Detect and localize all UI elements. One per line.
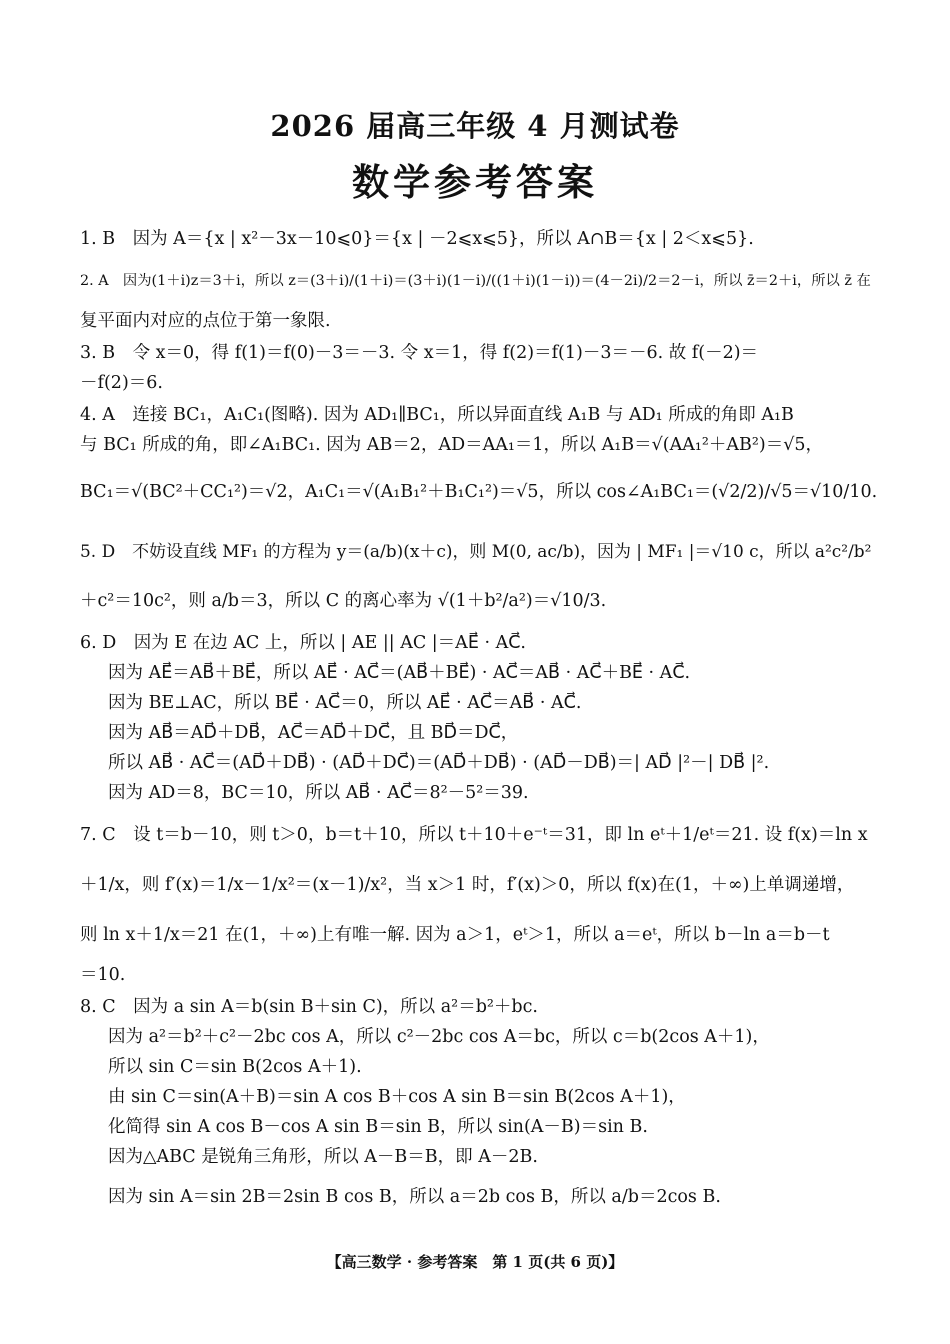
answer-line: 所以 sin C＝sin B(2cos A＋1).: [108, 1057, 362, 1077]
page-footer: 【高三数学 · 参考答案 第 1 页(共 6 页)】: [326, 1253, 624, 1271]
answer-line: 因为 AE⃗＝AB⃗＋BE⃗，所以 AE⃗ · AC⃗＝(AB⃗＋BE⃗) · AC⃗＝AB⃗ · AC⃗＋BE⃗ · AC⃗.: [108, 663, 691, 683]
answer-line: ＝10.: [80, 965, 126, 985]
answer-line: 复平面内对应的点位于第一象限.: [80, 311, 331, 331]
answer-line: 8. C 因为 a sin A＝b(sin B＋sin C)，所以 a²＝b²＋bc.: [80, 997, 538, 1017]
answer-item-7: [80, 810, 880, 990]
answer-line: 因为△ABC 是锐角三角形，所以 A－B＝B，即 A－2B.: [108, 1147, 538, 1167]
answer-item-3: [80, 338, 880, 398]
answer-line: 所以 AB⃗ · AC⃗＝(AD⃗＋DB⃗) · (AD⃗＋DC⃗)＝(AD⃗＋DB⃗) · (AD⃗－DB⃗)＝| AD⃗ |²－| DB⃗ |².: [108, 753, 770, 773]
answer-line: BC₁＝√(BC²＋CC₁²)＝√2，A₁C₁＝√(A₁B₁²＋B₁C₁²)＝√5，所以 cos∠A₁BC₁＝(√2/2)/√5＝√10/10.: [80, 482, 878, 502]
answer-line: 因为 a²＝b²＋c²－2bc cos A，所以 c²－2bc cos A＝bc，所以 c＝b(2cos A＋1)，: [108, 1027, 770, 1047]
answer-item-1: [80, 224, 880, 254]
answer-item-2: [80, 256, 880, 336]
answer-line: 1. B 因为 A＝{x | x²－3x－10⩽0}＝{x | －2⩽x⩽5}，所以 A∩B＝{x | 2＜x⩽5}.: [80, 229, 754, 249]
answer-key-title: 数学参考答案: [352, 160, 598, 204]
answer-line: 因为 sin A＝sin 2B＝2sin B cos B，所以 a＝2b cos B，所以 a/b＝2cos B.: [108, 1187, 721, 1207]
answer-line: －f(2)＝6.: [80, 373, 163, 393]
answer-line: 因为 AB⃗＝AD⃗＋DB⃗，AC⃗＝AD⃗＋DC⃗，且 BD⃗＝DC⃗，: [108, 723, 519, 743]
answer-line: ＋1/x，则 f′(x)＝1/x－1/x²＝(x－1)/x²，当 x＞1 时，f′(x)＞0，所以 f(x)在(1，＋∞)上单调递增，: [80, 875, 855, 895]
answer-line: 4. A 连接 BC₁，A₁C₁(图略). 因为 AD₁∥BC₁，所以异面直线 A₁B 与 AD₁ 所成的角即 A₁B: [80, 405, 794, 425]
answer-list: [80, 224, 880, 1224]
answer-line: ＋c²＝10c²，则 a/b＝3，所以 C 的离心率为 √(1＋b²/a²)＝√10/3.: [80, 591, 607, 611]
answer-line: 3. B 令 x＝0，得 f(1)＝f(0)－3＝－3. 令 x＝1，得 f(2)＝f(1)－3＝－6. 故 f(－2)＝: [80, 343, 759, 363]
answer-line: 5. D 不妨设直线 MF₁ 的方程为 y＝(a/b)(x＋c)，则 M(0, ac/b)，因为 | MF₁ |＝√10 c，所以 a²c²/b²: [80, 541, 872, 561]
answer-item-8: [80, 992, 880, 1222]
answer-line: 2. A 因为(1＋i)z＝3＋i，所以 z＝(3＋i)/(1＋i)＝(3＋i)(1－i)/((1＋i)(1－i))＝(4－2i)/2＝2－i，所以 z̄＝2＋i，所以 z̄ 在: [80, 273, 871, 289]
answer-line: 与 BC₁ 所成的角，即∠A₁BC₁. 因为 AB＝2，AD＝AA₁＝1，所以 A₁B＝√(AA₁²＋AB²)＝√5，: [80, 435, 824, 455]
answer-item-5: [80, 526, 880, 626]
answer-item-6: [80, 628, 880, 808]
answer-line: 化简得 sin A cos B－cos A sin B＝sin B，所以 sin(A－B)＝sin B.: [108, 1117, 648, 1137]
answer-line: 6. D 因为 E 在边 AC 上，所以 | AE || AC |＝AE⃗ · AC⃗.: [80, 633, 526, 653]
answer-line: 由 sin C＝sin(A＋B)＝sin A cos B＋cos A sin B＝sin B(2cos A＋1)，: [108, 1087, 686, 1107]
answer-line: 因为 AD＝8，BC＝10，所以 AB⃗ · AC⃗＝8²－5²＝39.: [108, 783, 529, 803]
answer-line: 因为 BE⊥AC，所以 BE⃗ · AC⃗＝0，所以 AE⃗ · AC⃗＝AB⃗ · AC⃗.: [108, 693, 582, 713]
exam-title: 2026 届高三年级 4 月测试卷: [270, 109, 680, 143]
answer-item-4: [80, 400, 880, 524]
answer-line: 7. C 设 t＝b－10，则 t＞0，b＝t＋10，所以 t＋10＋e⁻ᵗ＝31，即 ln eᵗ＋1/eᵗ＝21. 设 f(x)＝ln x: [80, 825, 868, 845]
answer-line: 则 ln x＋1/x＝21 在(1，＋∞)上有唯一解. 因为 a＞1，eᵗ＞1，所以 a＝eᵗ，所以 b－ln a＝b－t: [80, 925, 830, 945]
